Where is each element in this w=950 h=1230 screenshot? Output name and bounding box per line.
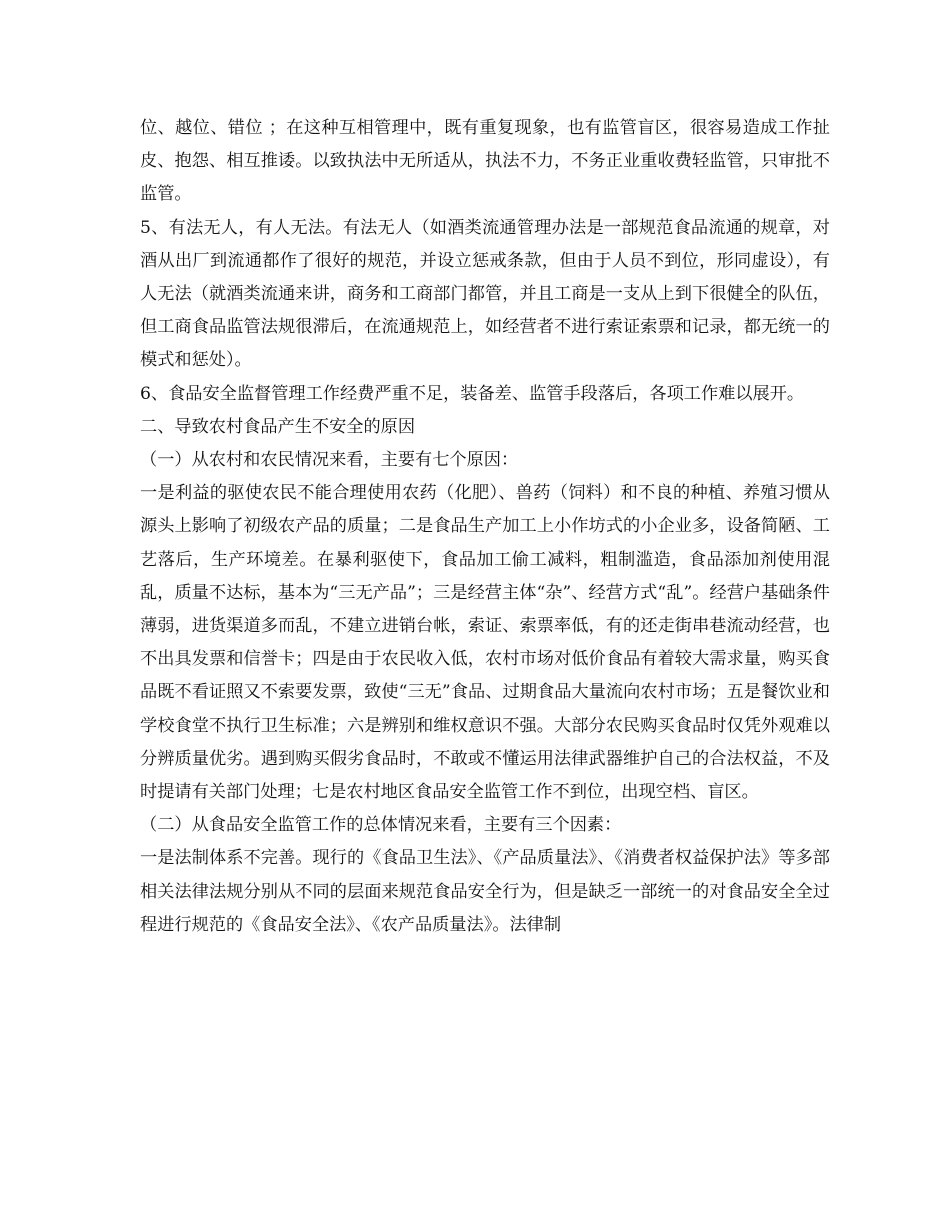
section-heading: 二、导致农村食品产生不安全的原因 bbox=[140, 416, 416, 437]
paragraph: 一是法制体系不完善。现行的《食品卫生法》、《产品质量法》、《消费者权益保护法》等多部相关法律法规分别从不同的层面来规范食品安全行为，但是缺乏一部统一的对食品安全全过程进行规范的《食品安全法》、《农产品质量法》。法律制 bbox=[140, 848, 830, 935]
document-body bbox=[140, 112, 830, 942]
paragraph: 6、食品安全监督管理工作经费严重不足，装备差、监管手段落后，各项工作难以展开。 bbox=[140, 383, 805, 404]
subsection-heading: （一）从农村和农民情况来看，主要有七个原因： bbox=[140, 450, 519, 471]
paragraph: 5、有法无人，有人无法。有法无人（如酒类流通管理办法是一部规范食品流通的规章，对酒从出厂到流通都作了很好的规范，并设立惩戒条款，但由于人员不到位，形同虚设），有人无法（就酒类流通来讲，商务和工商部门都管，并且工商是一支从上到下很健全的队伍，但工商食品监管法规很滞后，在流通规范上，如经营者不进行索证索票和记录，都无统一的模式和惩处）。 bbox=[140, 217, 830, 371]
subsection-heading: （二）从食品安全监管工作的总体情况来看，主要有三个因素： bbox=[140, 815, 622, 836]
paragraph: 一是利益的驱使农民不能合理使用农药（化肥）、兽药（饲料）和不良的种植、养殖习惯从源头上影响了初级农产品的质量；二是食品生产加工上小作坊式的小企业多，设备简陋、工艺落后，生产环境差。在暴利驱使下，食品加工偷工减料，粗制滥造，食品添加剂使用混乱，质量不达标，基本为“三无产品”；三是经营主体“杂”、经营方式“乱”。经营户基础条件薄弱，进货渠道多而乱，不建立进销台帐，索证、索票率低，有的还走街串巷流动经营，也不出具发票和信誉卡；四是由于农民收入低，农村市场对低价食品有着较大需求量，购买食品既不看证照又不索要发票，致使“三无”食品、过期食品大量流向农村市场；五是餐饮业和学校食堂不执行卫生标准；六是辨别和维权意识不强。大部分农民购买食品时仅凭外观难以分辨质量优劣。遇到购买假劣食品时，不敢或不懂运用法律武器维护自己的合法权益，不及时提请有关部门处理；七是农村地区食品安全监管工作不到位，出现空档、盲区。 bbox=[140, 483, 830, 803]
paragraph: 位、越位、错位 ；在这种互相管理中，既有重复现象，也有监管盲区，很容易造成工作扯皮、抱怨、相互推诿。以致执法中无所适从，执法不力，不务正业重收费轻监管，只审批不监管。 bbox=[140, 118, 830, 205]
